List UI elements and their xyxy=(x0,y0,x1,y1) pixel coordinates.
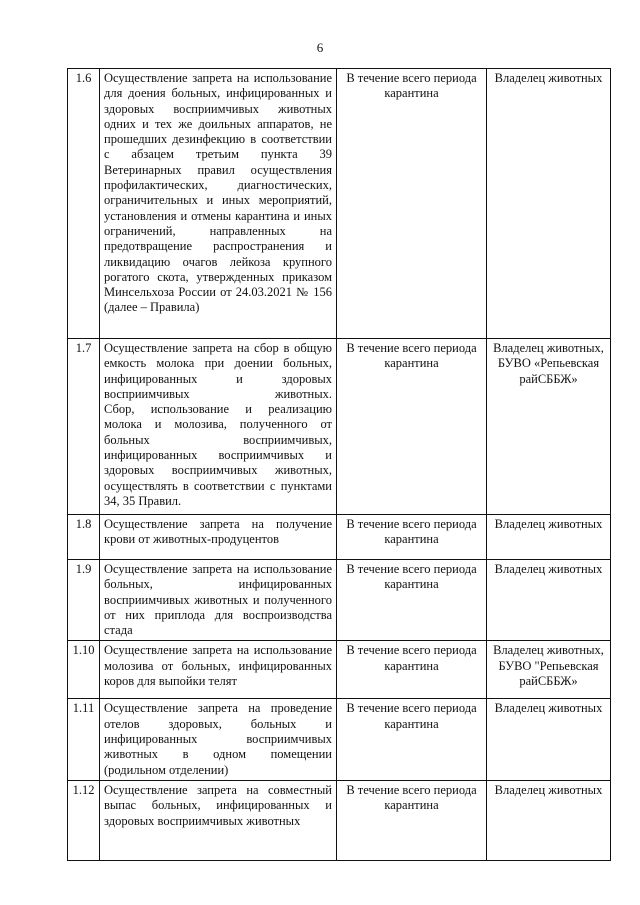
measure-paragraph: Осуществление запрета на получение крови от животных-продуцентов xyxy=(104,517,332,547)
row-number: 1.7 xyxy=(68,339,100,515)
responsible-party: Владелец животных xyxy=(487,560,611,641)
deadline: В течение всего периода карантина xyxy=(337,780,487,860)
measure-description xyxy=(100,699,337,780)
measure-description xyxy=(100,515,337,560)
responsible-party: Владелец животных, БУВО «Репьевская райСББЖ» xyxy=(487,339,611,515)
measure-description xyxy=(100,339,337,515)
measure-description xyxy=(100,69,337,339)
measure-description xyxy=(100,780,337,860)
measure-paragraph: Сбор, использование и реализацию молока и молозива, полученного от больных восприимчивых, инфицированных восприимчивых и здоровых восприимчивых животных, осуществлять в соответствии с пунктами 34, 35 Правил. xyxy=(104,402,332,508)
row-number: 1.6 xyxy=(68,69,100,339)
table-row xyxy=(68,699,611,780)
page-number: 6 xyxy=(316,40,324,55)
deadline: В течение всего периода карантина xyxy=(337,69,487,339)
responsible-party: Владелец животных xyxy=(487,699,611,780)
deadline: В течение всего периода карантина xyxy=(337,515,487,560)
measure-paragraph: Осуществление запрета на использование больных, инфицированных восприимчивых животных и полученного от них приплода для воспроизводства стада xyxy=(104,562,332,638)
row-number: 1.12 xyxy=(68,780,100,860)
deadline: В течение всего периода карантина xyxy=(337,560,487,641)
table-row xyxy=(68,780,611,860)
measure-paragraph: Осуществление запрета на сбор в общую емкость молока при доении больных, инфицированных и здоровых восприимчивых животных. xyxy=(104,341,332,401)
responsible-party: Владелец животных xyxy=(487,515,611,560)
quarantine-measures-table xyxy=(67,68,611,861)
responsible-party: Владелец животных xyxy=(487,780,611,860)
deadline: В течение всего периода карантина xyxy=(337,699,487,780)
row-number: 1.10 xyxy=(68,641,100,699)
table-row xyxy=(68,69,611,339)
responsible-party: Владелец животных, БУВО "Репьевская райСББЖ» xyxy=(487,641,611,699)
measure-description xyxy=(100,641,337,699)
row-number: 1.8 xyxy=(68,515,100,560)
measure-description xyxy=(100,560,337,641)
measure-paragraph: Осуществление запрета на совместный выпас больных, инфицированных и здоровых восприимчивых животных xyxy=(104,782,332,828)
measure-paragraph: Осуществление запрета на использование молозива от больных, инфицированных коров для выпойки телят xyxy=(104,643,332,689)
table-row xyxy=(68,515,611,560)
deadline: В течение всего периода карантина xyxy=(337,641,487,699)
table-row xyxy=(68,339,611,515)
responsible-party: Владелец животных xyxy=(487,69,611,339)
row-number: 1.9 xyxy=(68,560,100,641)
table-row xyxy=(68,641,611,699)
deadline: В течение всего периода карантина xyxy=(337,339,487,515)
measure-paragraph: Осуществление запрета на проведение отелов здоровых, больных и инфицированных восприимчивых животных в одном помещении (родильном отделении) xyxy=(104,701,332,777)
measure-paragraph: Осуществление запрета на использование для доения больных, инфицированных и здоровых восприимчивых животных одних и тех же доильных аппаратов, не прошедших дезинфекцию в соответствии с абзацем третьим пункта 39 Ветеринарных правил осуществления профилактических, диагностических, ограничительных и иных мероприятий, установления и отмены карантина и иных ограничений, направленных на предотвращение распространения и ликвидацию очагов лейкоза крупного рогатого скота, утвержденных приказом Минсельхоза России от 24.03.2021 № 156 (далее – Правила) xyxy=(104,71,332,315)
row-number: 1.11 xyxy=(68,699,100,780)
table-row xyxy=(68,560,611,641)
